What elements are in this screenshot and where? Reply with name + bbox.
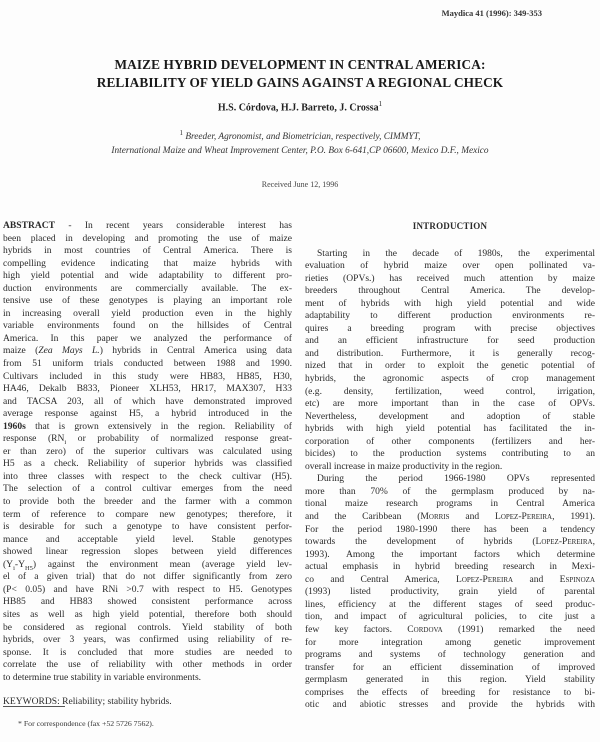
abstract-line: HB85 and HB83 showed consistent performance across: [3, 596, 292, 608]
abstract-line: into three classes with respect to the check cultivar (H5).: [3, 470, 292, 482]
introduction-body: [305, 248, 595, 712]
abstract-line: 1960s that is grown extensively in the region. Reliability of: [3, 420, 292, 432]
abstract-line: mance and acceptable yield level. Stable genotypes: [3, 533, 292, 545]
intro-line: overall increase in maize productivity in the region.: [305, 460, 503, 472]
citation-author: Morris: [420, 511, 450, 523]
abstract-line: sponse. It is concluded that more studies are needed to: [3, 646, 292, 658]
intro-line: Starting in the decade of 1980s, the experimental: [317, 247, 595, 259]
intro-line: transfer for an efficient dissemination of improved: [305, 661, 595, 673]
intro-line: corporation of other components (fertilizers and her-: [305, 435, 595, 447]
intro-line: (1993) listed productivity, grain yield of parental: [305, 586, 595, 598]
intro-line: ment of hybrids with high yield potential and wide: [305, 297, 595, 309]
intro-line: hybrids, the agronomic aspects of crop management: [305, 373, 595, 385]
intro-line: bicides) to the production systems contributing to an: [305, 448, 595, 460]
abstract-line: to provide both the breeder and the farmer with a common: [3, 496, 292, 508]
abstract-line: in increasing overall yield production even in the highly: [3, 307, 292, 319]
paper-title: [0, 56, 600, 92]
citation-author: Lopez-Pereira: [456, 573, 514, 585]
received-date: Received June 12, 1996: [261, 180, 339, 189]
abstract-line: response ($RN_i$ or probability of normalized response great-: [3, 433, 293, 447]
affiliation-marker: 1: [179, 129, 184, 137]
abstract-line: America. In this paper we analyzed the performance of: [3, 332, 292, 344]
abstract-line: duction environments are commercially available. The ex-: [3, 282, 292, 294]
citation-author: Lopez-Pereira: [535, 536, 593, 548]
journal-reference: Maydica 41 (1996): 349-353: [441, 8, 542, 18]
abstract-line: average response against H5, a hybrid introduced in the: [3, 408, 292, 420]
abstract-line: from 51 uniform trials conducted between 1988 and 1990.: [3, 358, 292, 370]
abstract-line: $(Y_i-Y_{H5})$ against the environment mean (average yield lev-: [3, 558, 292, 572]
abstract-line: be considered as regional controls. Yield stability of both: [3, 621, 292, 633]
abstract-line: and TACSA 203, all of which have demonstrated improved: [3, 395, 292, 407]
intro-line: tional maize research programs in Central America: [305, 498, 595, 510]
title-line-1: MAIZE HYBRID DEVELOPMENT IN CENTRAL AMERICA:: [114, 57, 486, 72]
intro-line: comprises the effects of breeding for resistance to bi-: [305, 686, 595, 698]
intro-line: evaluation of hybrid maize over open pollinated va-: [305, 260, 595, 272]
author-footnote-marker: 1: [378, 100, 383, 108]
abstract-line: (P< 0.05) and have RNi >0.7 with respect to H5. Genotypes: [3, 583, 292, 595]
author-list: [0, 100, 600, 113]
introduction-column: [305, 220, 595, 712]
intro-line: programs and systems of technology generation and: [305, 649, 595, 661]
abstract-line: hybrids, over 3 years, was confirmed using reliability of re-: [3, 634, 292, 646]
citation-author: Lopez-Pereira: [495, 511, 553, 523]
intro-line: for more integration among genetic improvement: [305, 636, 595, 648]
citation-author: Cordova: [407, 623, 443, 635]
intro-line: and distribution. Furthermore, it is generally recog-: [305, 347, 595, 359]
abstract-line: showed linear regression slopes between yield differences: [3, 546, 292, 558]
abstract-line: el of a given trial) that do not differ significantly from zero: [3, 571, 292, 583]
citation-author: Espinoza: [559, 573, 595, 585]
abstract-line: tensive use of these genotypes is playing an important role: [3, 295, 292, 307]
abstract-line: hybrids in most countries of Central America. There is: [3, 245, 292, 257]
intro-line: adaptability to different production environments re-: [305, 310, 595, 322]
decade-emphasis: 1960s: [3, 420, 26, 432]
intro-line: etc) are more important than in the case of OPVs.: [305, 398, 595, 410]
affiliation: [0, 126, 600, 158]
abstract-line: is desirable for such a genotype to have consistent perfor-: [3, 521, 292, 533]
intro-line: more than 70% of the germplasm produced by na-: [305, 485, 595, 497]
abstract-line: variable environments found on the hillsides of Central: [3, 320, 292, 332]
abstract-line: correlate the use of reliability with other methods in order: [3, 659, 292, 671]
intro-line: Nevertheless, development and adoption of stable: [305, 410, 595, 422]
species-name: Zea Mays L.: [38, 345, 100, 357]
keywords: KEYWORDS: Reliability; stability hybrids.: [3, 696, 172, 708]
abstract-label: ABSTRACT: [3, 220, 55, 231]
intro-line: For the period 1980-1990 there has been a tendency: [305, 523, 595, 535]
abstract-line: maize (Zea Mays L.) hybrids in Central America using data: [3, 345, 292, 357]
intro-line: breeders throughout Central America. The develop-: [305, 285, 595, 297]
abstract-line: The selection of a control cultivar emerges from the need: [3, 483, 292, 495]
intro-line: and an efficient infrastructure for seed production: [305, 335, 595, 347]
intro-line: quires a breeding program with precise objectives: [305, 322, 595, 334]
abstract-line: term of reference to compare new genotypes; therefore, it: [3, 508, 292, 520]
abstract: [3, 220, 292, 684]
abstract-line: high yield potential and wide adaptability to different pro-: [3, 270, 292, 282]
intro-line: lines, efficiency at the different stages of seed produc-: [305, 598, 595, 610]
intro-line: tion, and impact of agricultural policies, to cite just a: [305, 611, 595, 623]
abstract-line: ABSTRACT - In recent years considerable interest has: [3, 220, 292, 231]
author-names: H.S. Córdova, H.J. Barreto, J. Crossa: [217, 102, 379, 114]
affiliation-line-1: [0, 126, 600, 144]
intro-line: towards the development of hybrids (Lopez-Pereira,: [305, 536, 595, 548]
abstract-line: sites as well as high yield potential, therefore both should: [3, 608, 292, 620]
footnote-divider: [3, 706, 65, 707]
intro-line: (e.g. density, fertilization, weed control, irrigation,: [305, 385, 595, 397]
abstract-line: HA46, Dekalb B833, Pioneer XLH53, HR17, MAX307, H33: [3, 383, 292, 395]
intro-line: During the period 1966-1980 OPVs represented: [317, 473, 595, 485]
abstract-line: been placed in developing and promoting the use of maize: [3, 232, 292, 244]
affiliation-line-2: International Maize and Wheat Improvement Center, P.O. Box 6-641,CP 06600, Mexico D.F., Mexico: [111, 146, 489, 157]
affiliation-roles: Breeder, Agronomist, and Biometrician, respectively, CIMMYT,: [185, 132, 421, 143]
intro-line: 1993). Among the important factors which determine: [305, 548, 595, 560]
intro-line: and the Caribbean (Morris and Lopez-Pereira, 1991).: [305, 511, 596, 523]
title-line-2: RELIABILITY OF YIELD GAINS AGAINST A REGIONAL CHECK: [96, 75, 504, 90]
abstract-line: er than zero) of the superior cultivars was calculated using: [3, 445, 292, 457]
intro-line: rieties (OPVs.) has received much attention by maize: [305, 272, 595, 284]
intro-line: hybrids with high yield potential has facilitated the in-: [305, 423, 595, 435]
intro-line: few key factors. Cordova (1991) remarked the need: [305, 623, 595, 635]
abstract-column: [3, 220, 292, 709]
introduction-heading: INTRODUCTION: [412, 221, 488, 231]
correspondence-footnote: * For correspondence (fax +52 5726 7562).: [18, 719, 154, 728]
abstract-line: compelling evidence indicating that maize hybrids with: [3, 257, 292, 269]
intro-line: germplasm generated in this region. Yield stability: [305, 674, 595, 686]
intro-line: nized that in order to exploit the genetic potential of: [305, 360, 595, 372]
intro-line: otic and abiotic stresses and provide the hybrids with: [305, 699, 595, 711]
abstract-line: H5 as a check. Reliability of superior hybrids was classified: [3, 458, 292, 470]
abstract-line: to determine true stability in variable environments.: [3, 671, 202, 683]
intro-line: co and Central America, Lopez-Pereira and Espinoza: [305, 573, 595, 585]
intro-line: actual emphasis in hybrid breeding research in Mexi-: [305, 561, 595, 573]
abstract-line: Cultivars included in this study were HB83, HB85, H30,: [3, 370, 292, 382]
